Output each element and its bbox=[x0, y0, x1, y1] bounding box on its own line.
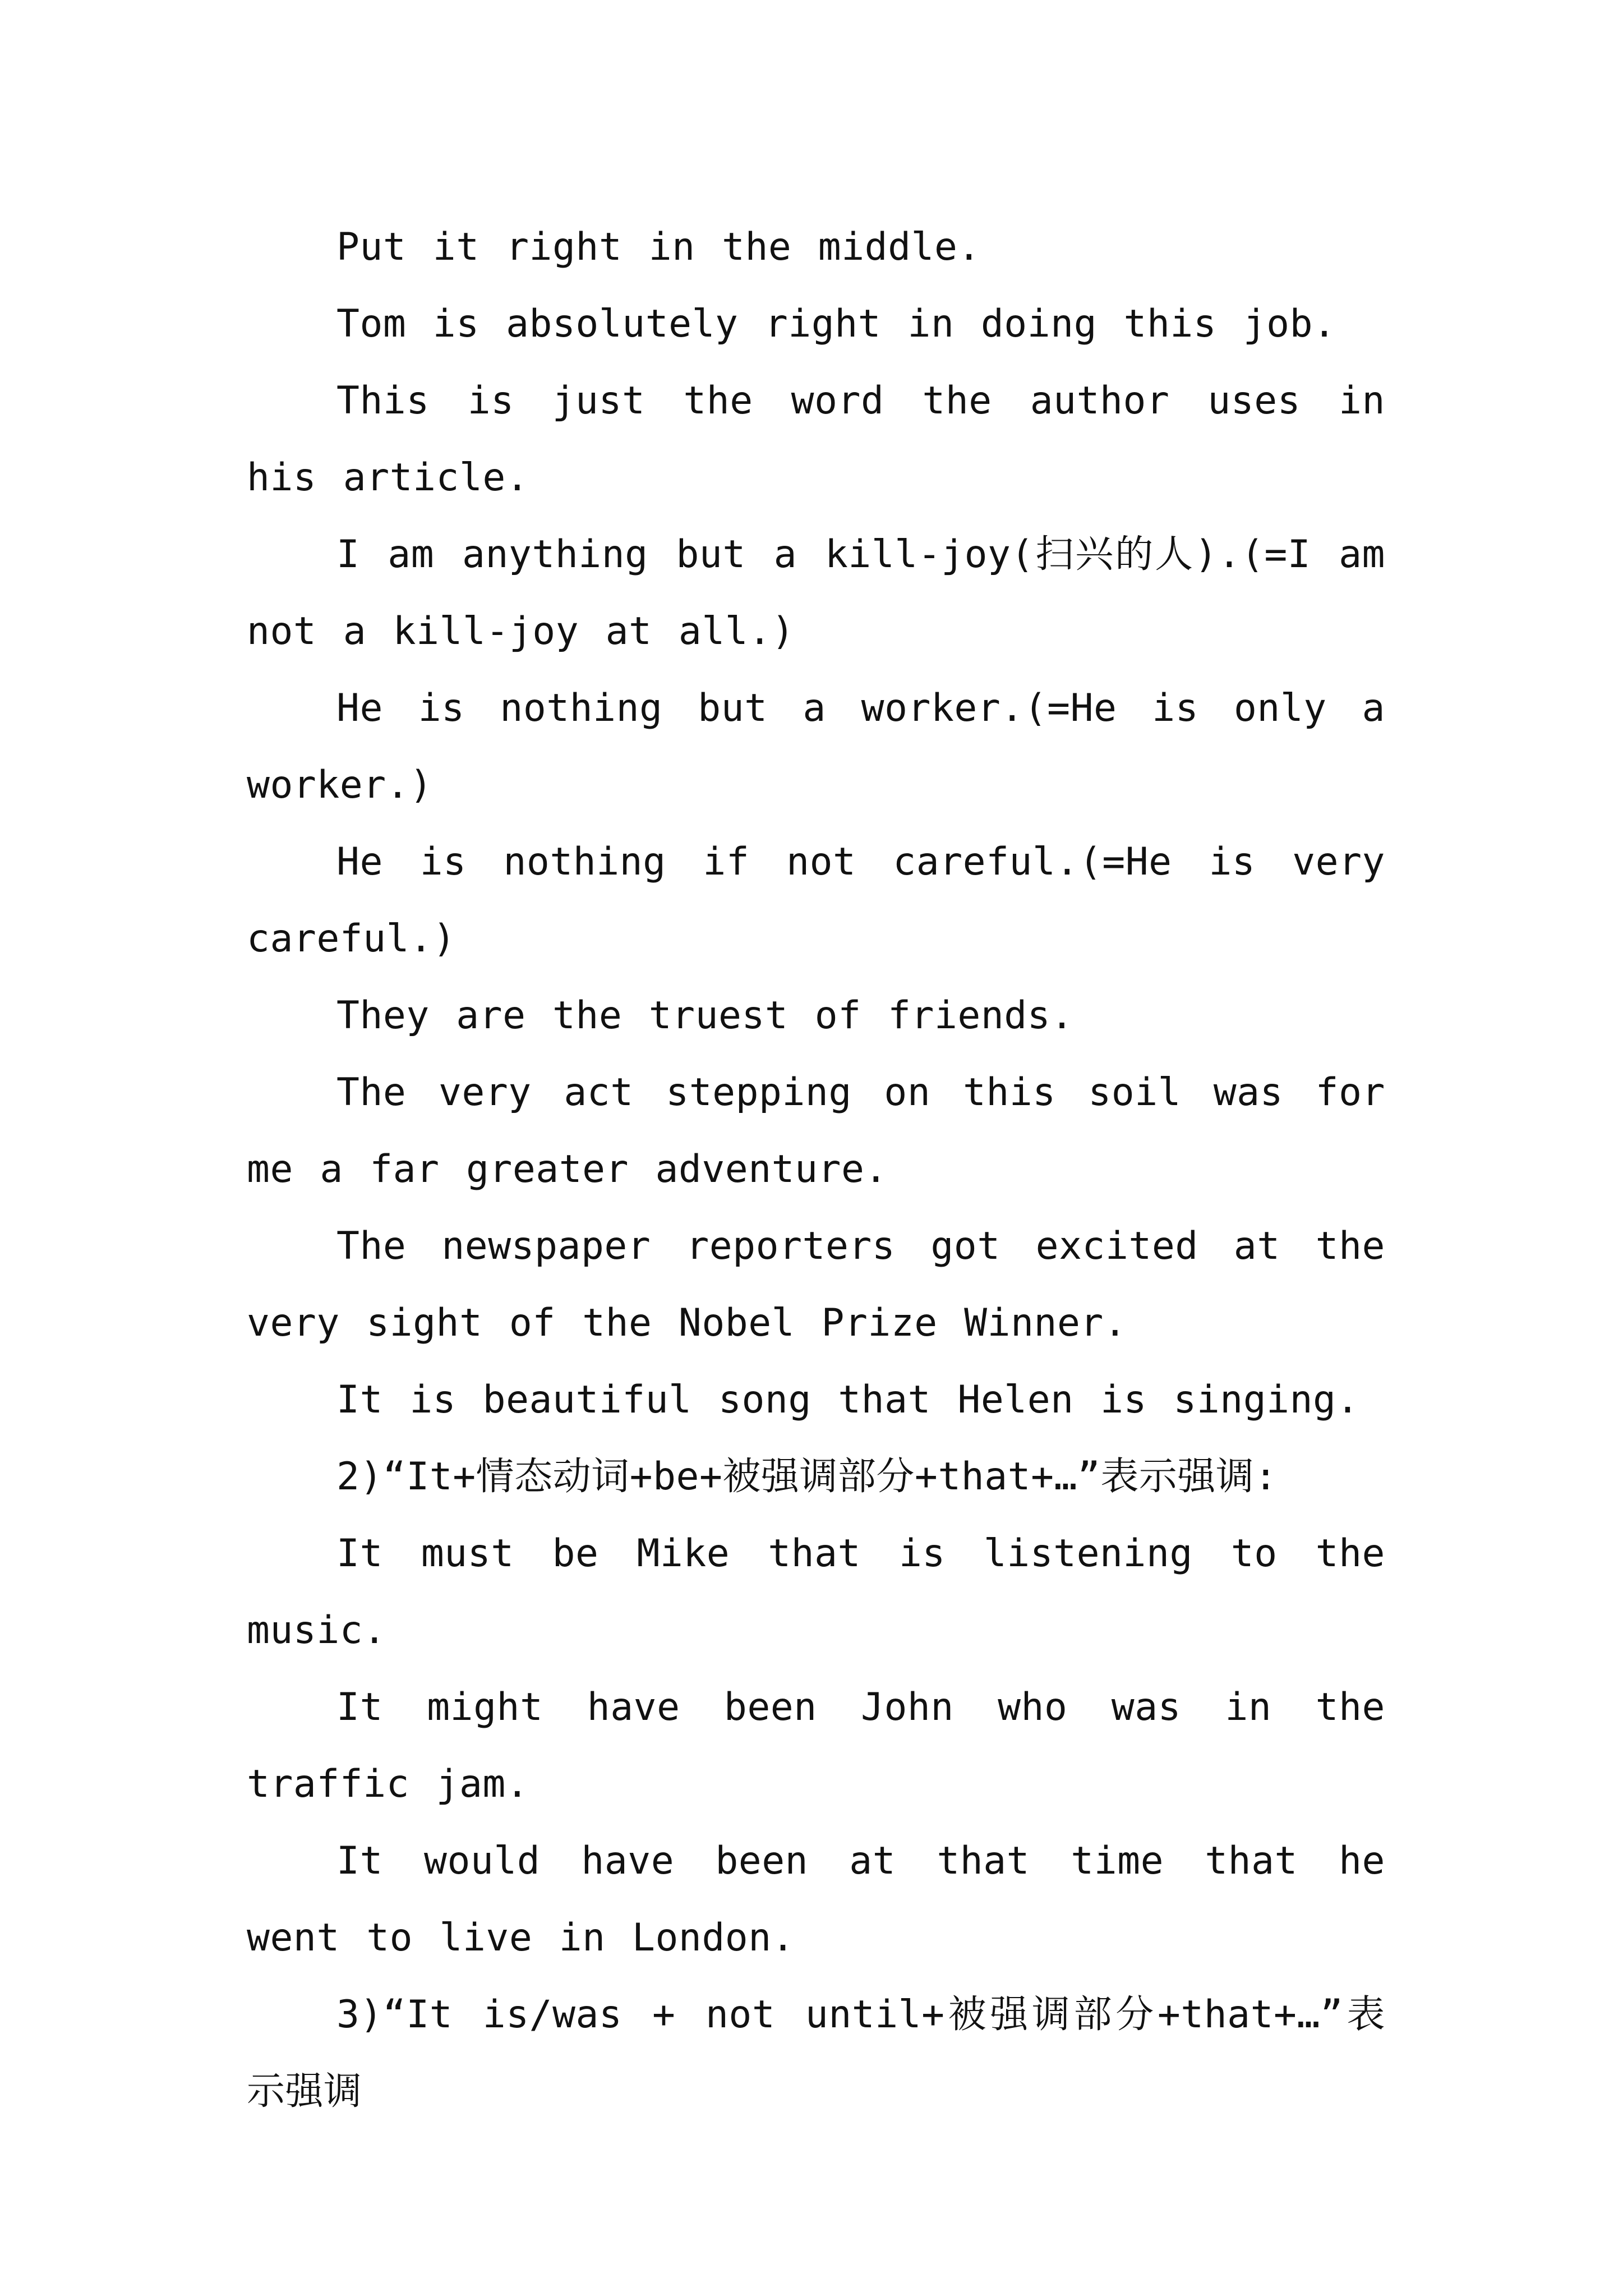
section-heading: 3)“It is/was + not until+被强调部分+that+…”表示强调 bbox=[247, 1993, 1385, 2114]
paragraph: It would have been at that time that he went to live in London. bbox=[247, 1839, 1385, 1960]
paragraph: This is just the word the author uses in his article. bbox=[247, 379, 1385, 500]
paragraph: Tom is absolutely right in doing this job. bbox=[336, 302, 1336, 346]
section-heading: 2)“It+情态动词+be+被强调部分+that+…”表示强调: bbox=[336, 1455, 1278, 1499]
document-body bbox=[247, 209, 1385, 2130]
paragraph: The newspaper reporters got excited at the very sight of the Nobel Prize Winner. bbox=[247, 1224, 1385, 1345]
paragraph: The very act stepping on this soil was for me a far greater adventure. bbox=[247, 1070, 1385, 1191]
paragraph: I am anything but a kill-joy(扫兴的人).(=I am not a kill-joy at all.) bbox=[247, 532, 1385, 654]
paragraph: Put it right in the middle. bbox=[336, 225, 981, 269]
paragraph: He is nothing but a worker.(=He is only a worker.) bbox=[247, 686, 1385, 807]
paragraph: It might have been John who was in the traffic jam. bbox=[247, 1685, 1385, 1806]
paragraph: He is nothing if not careful.(=He is very careful.) bbox=[247, 840, 1385, 961]
paragraph: It must be Mike that is listening to the music. bbox=[247, 1531, 1385, 1653]
paragraph: It is beautiful song that Helen is singing. bbox=[336, 1378, 1359, 1422]
paragraph: They are the truest of friends. bbox=[336, 993, 1074, 1038]
